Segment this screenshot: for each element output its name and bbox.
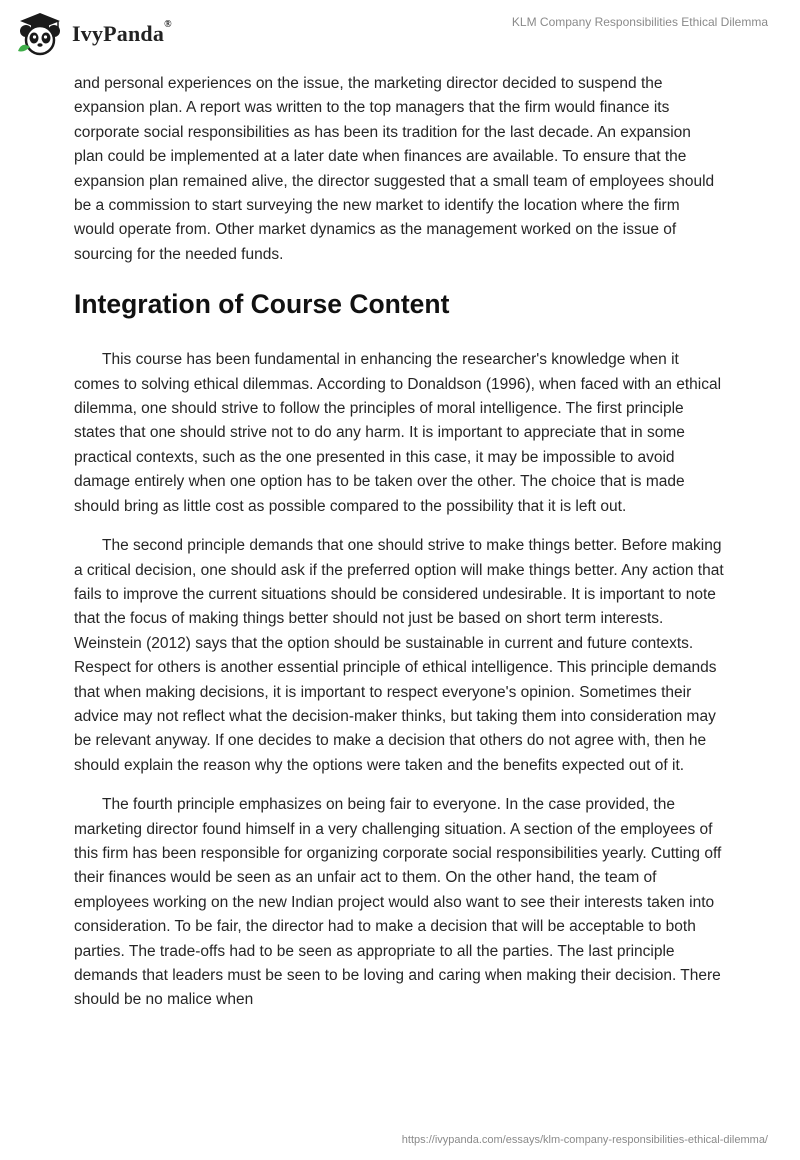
source-url[interactable]: https://ivypanda.com/essays/klm-company-responsibilities-ethical-dilemma/ — [401, 1134, 768, 1146]
registered-mark: ® — [164, 19, 172, 30]
document-title: KLM Company Responsibilities Ethical Dilemma — [511, 15, 768, 29]
section-heading: Integration of Course Content — [74, 289, 450, 320]
panda-logo-icon — [14, 11, 66, 57]
logo[interactable] — [14, 9, 172, 59]
brand-name-text: IvyPanda — [72, 21, 165, 46]
paragraph: This course has been fundamental in enhancing the researcher's knowledge when it comes to solving ethical dilemmas. According to Donaldson (1996), when faced with an ethical dilemma, one should strive to follow the principles of moral intelligence. The first principle states that one should strive not to do any harm. It is important to appreciate that in some practical contexts, such as the one presented in this case, it may be impossible to avoid damage entirely when one option has to be taken over the other. The choice that is made should bring as little cost as possible compared to the possibility that it is left out. — [74, 351, 722, 515]
paragraph: The second principle demands that one should strive to make things better. Before making a critical decision, one should ask if the preferred option will make things better. Any action that fails to improve the current situations should be considered undesirable. It is important to note that the focus of making things better should not just be based on short term interests. Weinstein (2012) says that the option should be sustainable in current and future contexts. Respect for others is another essential principle of ethical intelligence. This principle demands that when making decisions, it is important to respect everyone's opinion. Sometimes their advice may not reflect what the decision-maker thinks, but taking them into consideration may be relevant anyway. If one decides to make a decision that others do not agree with, then he should explain the reason why the options were taken and the benefits expected out of it. — [74, 537, 724, 774]
page-header — [0, 0, 800, 70]
essay-content — [74, 72, 724, 1028]
brand-name — [72, 21, 172, 47]
paragraph-continued: and personal experiences on the issue, the marketing director decided to suspend the expansion plan. A report was written to the top managers that the firm would finance its corporate social responsibilities as has been its tradition for the last decade. An expansion plan could be implemented at a later date when finances are available. To ensure that the expansion plan remained alive, the director suggested that a small team of employees should be a commission to start surveying the new market to identify the location where the firm would operate from. Other market dynamics as the management worked on the issue of sourcing for the needed funds. — [74, 75, 715, 263]
paragraph: The fourth principle emphasizes on being fair to everyone. In the case provided, the marketing director found himself in a very challenging situation. A section of the employees of this firm has been responsible for organizing corporate social responsibilities yearly. Cutting off their finances would be seen as an unfair act to them. On the other hand, the team of employees working on the new Indian project would also want to see their interests taken into consideration. To be fair, the director had to make a decision that will be acceptable to both parties. The trade-offs had to be seen as appropriate to all the parties. The last principle demands that leaders must be seen to be loving and caring when making their decision. There should be no malice when — [74, 796, 722, 1009]
